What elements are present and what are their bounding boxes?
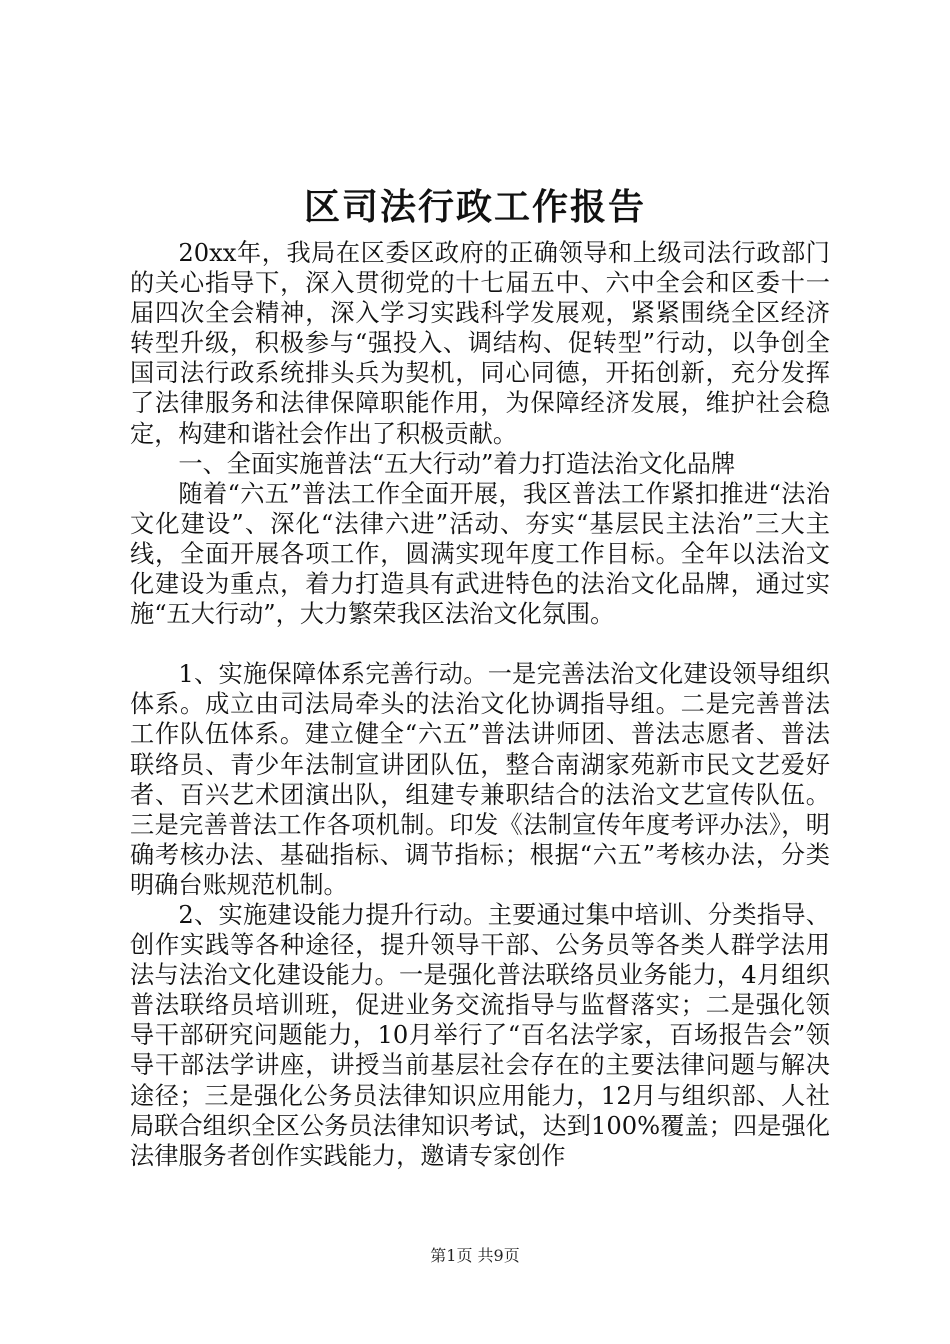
paragraph-section-1-intro: 随着“六五”普法工作全面开展，我区普法工作紧扣推进“法治文化建设”、深化“法律六进”活动、夯实“基层民主法治”三大主线，全面开展各项工作，圆满实现年度工作目标。全年以法治文化建设为重点，着力打造具有武进特色的法治文化品牌，通过实施“五大行动”，大力繁荣我区法治文化氛围。 xyxy=(130,479,830,629)
paragraph-spacer xyxy=(130,629,830,659)
page-footer: 第1页 共9页 xyxy=(430,1246,520,1265)
paragraph-item-2: 2、实施建设能力提升行动。主要通过集中培训、分类指导、创作实践等各种途径，提升领导干部、公务员等各类人群学法用法与法治文化建设能力。一是强化普法联络员业务能力，4月组织普法联络员培训班，促进业务交流指导与监督落实；二是强化领导干部研究问题能力，10月举行了“百名法学家，百场报告会”领导干部法学讲座，讲授当前基层社会存在的主要法律问题与解决途径；三是强化公务员法律知识应用能力，12月与组织部、人社局联合组织全区公务员法律知识考试，达到100%覆盖；四是强化法律服务者创作实践能力，邀请专家创作 xyxy=(130,900,830,1170)
document-body xyxy=(130,238,830,1171)
section-heading-1: 一、全面实施普法“五大行动”着力打造法治文化品牌 xyxy=(178,449,736,478)
paragraph-item-1: 1、实施保障体系完善行动。一是完善法治文化建设领导组织体系。成立由司法局牵头的法治文化协调指导组。二是完善普法工作队伍体系。建立健全“六五”普法讲师团、普法志愿者、普法联络员、青少年法制宣讲团队伍，整合南湖家苑新市民文艺爱好者、百兴艺术团演出队，组建专兼职结合的法治文艺宣传队伍。三是完善普法工作各项机制。印发《法制宣传年度考评办法》，明确考核办法、基础指标、调节指标；根据“六五”考核办法，分类明确台账规范机制。 xyxy=(130,660,830,899)
document-title: 区司法行政工作报告 xyxy=(303,187,646,228)
paragraph-intro: 20xx年，我局在区委区政府的正确领导和上级司法行政部门的关心指导下，深入贯彻党的十七届五中、六中全会和区委十一届四次全会精神，深入学习实践科学发展观，紧紧围绕全区经济转型升级，积极参与“强投入、调结构、促转型”行动，以争创全国司法行政系统排头兵为契机，同心同德，开拓创新，充分发挥了法律服务和法律保障职能作用，为保障经济发展，维护社会稳定，构建和谐社会作出了积极贡献。 xyxy=(130,239,830,448)
